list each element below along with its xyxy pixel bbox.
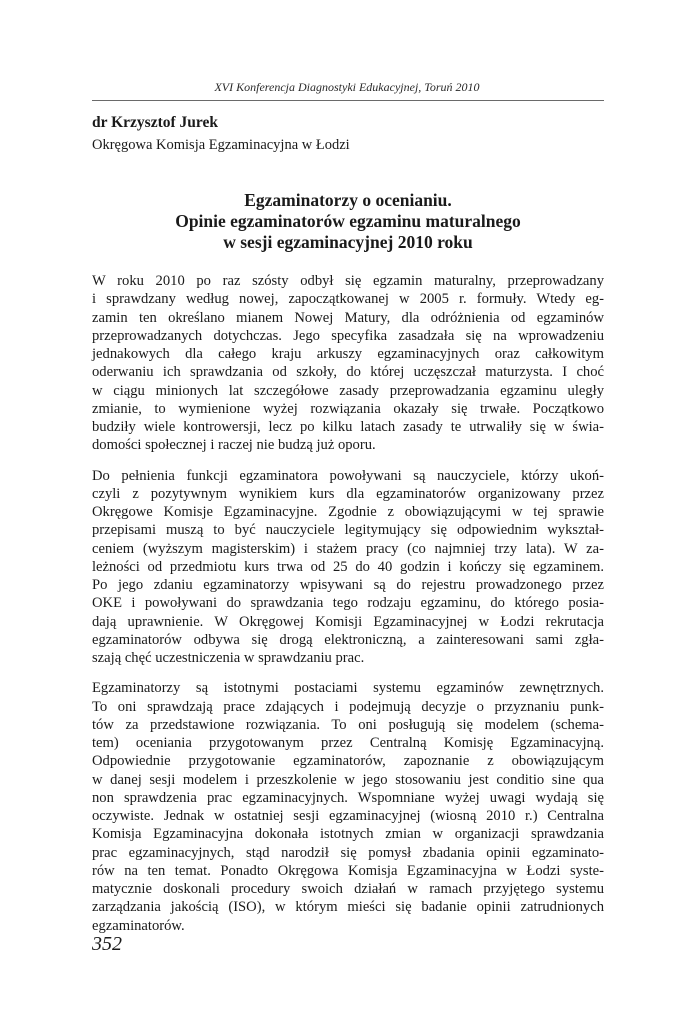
text-line: W roku 2010 po raz szósty odbył się egzamin maturalny, przeprowadzany <box>92 273 604 289</box>
text-line: OKE i powoływani do sprawdzania tego rodzaju egzaminu, do którego posia- <box>92 595 604 612</box>
text-line: non sprawdzenia prac egzaminacyjnych. Wspomniane wyżej uwagi wydają się <box>92 789 604 806</box>
title-line: Egzaminatorzy o ocenianiu. <box>244 190 452 210</box>
text-line: Odpowiednie przygotowanie egzaminatorów, zapoznanie z obowiązującym <box>92 753 604 770</box>
text-line: jednakowych dla całego kraju arkuszy egzaminacyjnych oraz całkowitym <box>92 346 604 362</box>
text-line: prac egzaminacyjnych, stąd narodził się pomysł zbadania opinii egzaminato- <box>92 844 604 861</box>
text-line: przeprowadzanych dotychczas. Jego specyfika zasadzała się na wprowadzeniu <box>92 327 604 344</box>
paper-title <box>92 190 604 253</box>
text-line: w ciągu minionych lat szczegółowe zasady przeprowadzania egzaminu uległy <box>92 382 604 399</box>
text-line: zmianie, to wymienione wyżej rozwiązania okazały się trwałe. Początkowo <box>92 400 604 417</box>
text-line: leżności od przedmiotu kurs trwa od 25 do 40 godzin i kończy się egzaminem. <box>92 558 604 575</box>
text-line: dają uprawnienie. W Okręgowej Komisji Egzaminacyjnej w Łodzi rekrutacja <box>92 613 604 630</box>
text-line: To oni sprawdzają prace zdających i podejmują decyzje o przyznaniu punk- <box>92 698 604 715</box>
text-line: rów na ten temat. Ponadto Okręgowa Komisja Egzaminacyjna w Łodzi syste- <box>92 862 604 879</box>
text-line: oderwaniu ich sprawdzania od szkoły, do której uczęszczał maturzysta. I choć <box>92 364 604 381</box>
text-line: oczywiste. Jednak w ostatniej sesji egzaminacyjnej (wiosną 2010 r.) Centralna <box>92 808 604 824</box>
text-line: egzaminatorów odbywa się drogą elektroniczną, a zainteresowani sami zgła- <box>92 631 604 648</box>
text-line: przepisami muszą to być nauczyciele legitymujący się odpowiednim wykształ- <box>92 522 604 539</box>
text-line: domości społecznej i raczej nie budzą już oporu. <box>92 437 376 454</box>
paragraph-2 <box>92 467 604 668</box>
page-number: 352 <box>92 933 122 955</box>
text-line: w danej sesji modelem i przeszkolenie w jego stosowaniu jest conditio sine qua <box>92 771 604 788</box>
text-line: Do pełnienia funkcji egzaminatora powoływani są nauczyciele, którzy ukoń- <box>92 467 604 484</box>
text-line: Komisja Egzaminacyjna dokonała istotnych zmian w organizacji sprawdzania <box>92 826 604 843</box>
text-line: tem) oceniania przygotowanym przez Centralną Komisję Egzaminacyjną. <box>92 735 604 751</box>
text-line: szają chęć uczestniczenia w sprawdzaniu prac. <box>92 650 365 666</box>
text-line: i sprawdzany według nowej, zapoczątkowanej w 2005 r. formuły. Wtedy eg- <box>92 291 604 308</box>
text-line: tów za przedstawione rozwiązania. To oni posługują się modelem (schema- <box>92 716 604 733</box>
header-rule <box>92 100 604 101</box>
paragraph-1 <box>92 272 604 455</box>
text-line: Po jego zdaniu egzaminatorzy wpisywani są do rejestru prowadzonego przez <box>92 577 604 593</box>
text-line: Egzaminatorzy są istotnymi postaciami systemu egzaminów zewnętrznych. <box>92 680 604 697</box>
text-line: ceniem (wyższym magisterskim) i stażem pracy (co najmniej trzy lata). W za- <box>92 540 604 557</box>
body-text <box>92 272 604 947</box>
text-line: matycznie doskonali procedury swoich działań w ramach przyjętego systemu <box>92 881 604 897</box>
text-line: budziły wiele kontrowersji, lecz po kilku latach zasady te utrwaliły się w świa- <box>92 419 604 435</box>
running-header: XVI Konferencja Diagnostyki Edukacyjnej, Toruń 2010 <box>214 80 480 94</box>
text-line: egzaminatorów. <box>92 917 185 934</box>
text-line: zarządzania jakością (ISO), w którym mieści się badanie opinii zatrudnionych <box>92 899 604 916</box>
title-line: w sesji egzaminacyjnej 2010 roku <box>223 232 473 252</box>
text-line: Okręgowe Komisje Egzaminacyjne. Zgodnie z obowiązującymi w tej sprawie <box>92 504 604 520</box>
title-line: Opinie egzaminatorów egzaminu maturalnego <box>175 211 521 231</box>
text-line: zamin ten określano mianem Nowej Matury, dla odróżnienia od egzaminów <box>92 309 604 326</box>
author-affiliation: Okręgowa Komisja Egzaminacyjna w Łodzi <box>92 137 350 153</box>
paragraph-3 <box>92 679 604 935</box>
author-name: dr Krzysztof Jurek <box>92 114 218 131</box>
text-line: czyli z pozytywnym wynikiem kurs dla egzaminatorów organizowany przez <box>92 485 604 502</box>
